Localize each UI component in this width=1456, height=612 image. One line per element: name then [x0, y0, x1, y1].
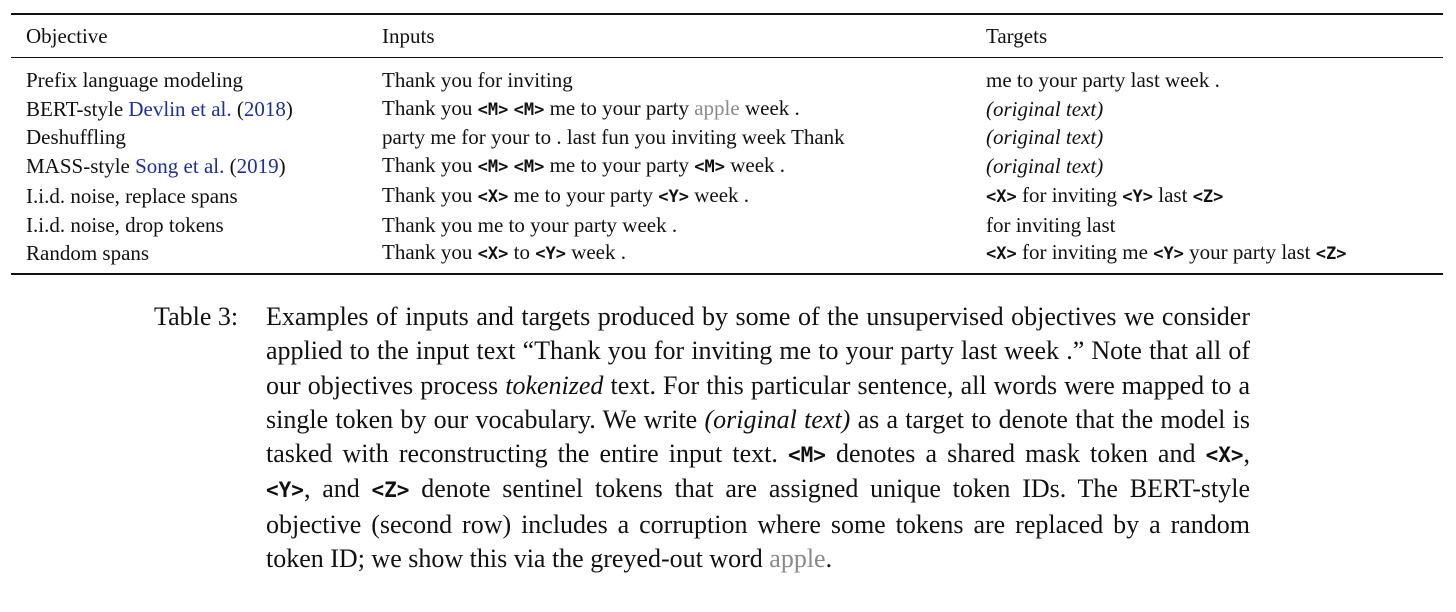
objective-cell: [11, 95, 367, 125]
italic-text: (original text): [986, 125, 1104, 150]
text-segment: week .: [688, 182, 750, 207]
text-segment: party me for your to . last fun you inviting week Thank: [382, 125, 845, 150]
sentinel-token: <M>: [513, 99, 545, 120]
text-segment: ): [285, 96, 293, 121]
objective-cell: [11, 124, 367, 152]
caption-label: Table 3:: [154, 302, 239, 331]
header-row: [11, 15, 1443, 57]
text-segment: me to your party: [508, 182, 659, 207]
text-segment: your party last: [1183, 240, 1316, 265]
italic-text: tokenized: [505, 370, 604, 400]
text-segment: week .: [724, 153, 786, 178]
greyed-word: apple: [769, 544, 826, 574]
sentinel-token: <Y>: [658, 186, 689, 207]
text-segment: me to your party: [544, 153, 695, 178]
text-segment: Thank you for inviting: [382, 68, 573, 92]
sentinel-token: <Y>: [1153, 244, 1184, 265]
sentinel-token: <Z>: [371, 478, 410, 503]
text-segment: Thank you: [382, 95, 478, 120]
sentinel-token: <X>: [477, 186, 509, 207]
objective-cell: [11, 212, 367, 240]
table-body: [11, 58, 1443, 273]
sentinel-token: <M>: [513, 157, 545, 178]
sentinel-token: <Z>: [1315, 244, 1347, 265]
text-segment: for inviting me: [1016, 240, 1154, 265]
text-segment: me to your party: [544, 95, 695, 120]
sentinel-token: <X>: [1205, 443, 1244, 468]
header-objective: Objective: [26, 24, 108, 49]
text-segment: I.i.d. noise, replace spans: [26, 183, 238, 208]
sentinel-token: <M>: [477, 99, 509, 120]
table-row: [11, 182, 1443, 212]
text-segment: as a target to denote that the model is tasked with reconstructing the entire input text.: [266, 404, 1250, 469]
text-segment: Thank you: [382, 153, 478, 178]
table-row: [11, 239, 1443, 273]
table-row: [11, 212, 1443, 240]
targets-cell: [971, 58, 1443, 95]
text-segment: week .: [565, 240, 626, 265]
sentinel-token: <Y>: [1122, 186, 1154, 207]
targets-cell: [971, 212, 1443, 240]
text-segment: Thank you me to your party week .: [382, 212, 678, 237]
inputs-cell: [367, 152, 971, 182]
objective-cell: [11, 58, 367, 95]
inputs-cell: [367, 212, 971, 240]
text-segment: (: [231, 96, 244, 121]
text-segment: ,: [1243, 439, 1250, 469]
italic-text: (original text): [986, 154, 1104, 179]
text-segment: ): [278, 154, 286, 179]
inputs-cell: [367, 239, 971, 273]
table-row: [11, 152, 1443, 182]
text-segment: week .: [739, 95, 800, 120]
sentinel-token: <M>: [694, 157, 725, 178]
greyed-word: apple: [694, 95, 740, 120]
objective-cell: [11, 152, 367, 182]
targets-cell: [971, 124, 1443, 152]
sentinel-token: <Y>: [266, 478, 304, 503]
sentinel-token: <Z>: [1192, 186, 1224, 207]
text-segment: MASS-style: [26, 154, 136, 179]
text-segment: Prefix language modeling: [26, 68, 243, 92]
citation-link[interactable]: 2019: [236, 154, 279, 179]
text-segment: Thank you: [382, 240, 478, 265]
text-segment: (: [224, 154, 237, 179]
inputs-cell: [367, 182, 971, 212]
table-caption: [154, 300, 1250, 576]
citation-link[interactable]: Song et al.: [135, 154, 225, 179]
text-segment: me to your party last week .: [986, 68, 1220, 92]
bottom-rule: [11, 273, 1443, 275]
inputs-cell: [367, 124, 971, 152]
text-segment: .: [825, 544, 833, 574]
citation-link[interactable]: 2018: [243, 96, 286, 121]
italic-text: (original text): [704, 404, 851, 434]
targets-cell: [971, 182, 1443, 212]
text-segment: BERT-style: [26, 96, 129, 121]
inputs-cell: [367, 58, 971, 95]
text-segment: for inviting: [1016, 182, 1123, 207]
targets-cell: [971, 95, 1443, 125]
text-segment: denotes a shared mask token and: [825, 439, 1206, 469]
targets-cell: [971, 239, 1443, 273]
text-segment: I.i.d. noise, drop tokens: [26, 212, 224, 237]
table-row: [11, 58, 1443, 95]
text-segment: last: [1153, 182, 1193, 207]
header-inputs: Inputs: [382, 24, 435, 49]
text-segment: text. For this particular sentence, all words were mapped to a single token by our vocabulary. We write: [266, 370, 1250, 434]
text-segment: Random spans: [26, 241, 150, 266]
italic-text: (original text): [986, 96, 1104, 121]
table-row: [11, 124, 1443, 152]
sentinel-token: <X>: [986, 244, 1017, 265]
objective-cell: [11, 239, 367, 273]
table-row: [11, 95, 1443, 125]
sentinel-token: <Y>: [535, 244, 566, 265]
sentinel-token: <M>: [477, 157, 509, 178]
text-segment: denote sentinel tokens that are assigned unique token IDs. The BERT-style objective (second row) includes a corruption where some tokens are replaced by a random token ID; we show this via the greyed-out word: [266, 474, 1250, 574]
header-targets: Targets: [986, 24, 1048, 49]
targets-cell: [971, 152, 1443, 182]
objective-cell: [11, 182, 367, 212]
results-table: [11, 13, 1443, 275]
text-segment: , and: [303, 474, 372, 504]
inputs-cell: [367, 95, 971, 125]
text-segment: Deshuffling: [26, 125, 126, 150]
sentinel-token: <X>: [477, 244, 509, 265]
sentinel-token: <M>: [787, 443, 826, 468]
sentinel-token: <X>: [986, 186, 1017, 207]
caption-text: [266, 300, 1250, 576]
text-segment: Examples of inputs and targets produced by some of the unsupervised objectives we consider applied to the input text “Thank you for inviting me to your party last week .” Note that all of our objectives process: [266, 302, 1250, 400]
text-segment: for inviting last: [986, 212, 1116, 237]
text-segment: to: [508, 240, 536, 265]
text-segment: Thank you: [382, 182, 478, 207]
citation-link[interactable]: Devlin et al.: [128, 96, 232, 121]
